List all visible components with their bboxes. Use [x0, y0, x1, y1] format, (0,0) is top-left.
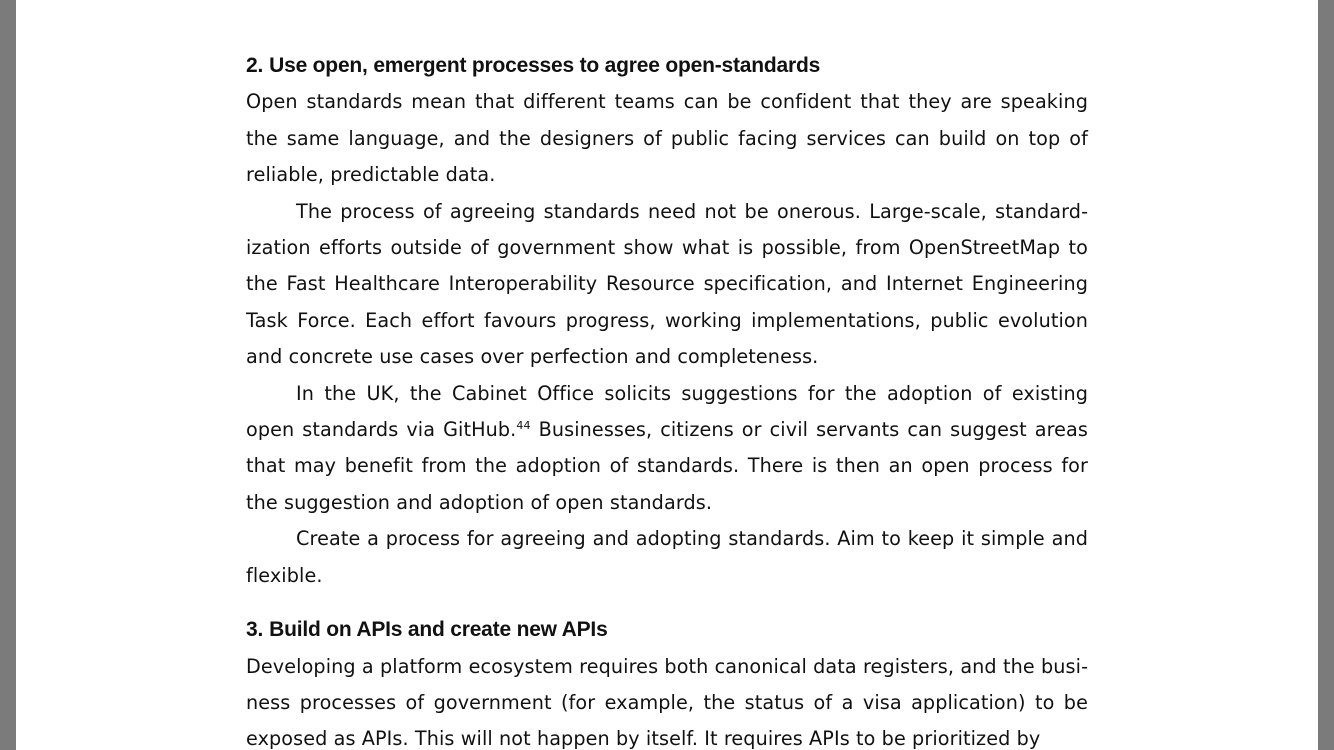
section-title: Build on APIs and create new APIs: [269, 618, 608, 642]
section-number: 3.: [246, 618, 264, 642]
paragraph: The process of agreeing standards need not be onerous. Large-scale, standardization efforts outside of government show what is possible, from OpenStreetMap to the Fast Healthcare Interoperability Resource specification, and Internet Engineering Task Force. Each effort favours progress, working implementations, public evolution and concrete use cases over perfection and completeness.: [246, 199, 1088, 369]
paragraph: Open standards mean that different teams can be confident that they are speaking the same language, and the designers of public facing services can build on top of reliable, predictable data.: [246, 90, 1088, 187]
paragraph: Create a process for agreeing and adopting standards. Aim to keep it simple and flexible.: [246, 527, 1088, 587]
section-title: Use open, emergent processes to agree open-standards: [269, 54, 821, 77]
section-number: 2.: [246, 54, 264, 77]
paragraph-text: Businesses, citizens or civil servants can suggest areas that may benefit from the adoption of standards. There is then an open process for the suggestion and adoption of open standards.: [246, 418, 1088, 514]
document-page: [16, 0, 1318, 750]
section-spacer: [246, 594, 1088, 612]
footnote-reference[interactable]: 44: [516, 419, 531, 433]
section-heading-2: [246, 48, 1088, 84]
paragraph: Developing a platform ecosystem requires both canonical data registers, and the business processes of government (for example, the status of a visa application) to be exposed as APIs. This will not happen by itself. It requires APIs to be prioritized by: [246, 654, 1088, 750]
page-content: [246, 48, 1088, 750]
paragraph-with-footnote: [246, 376, 1088, 522]
paragraph-text: In the UK, the Cabinet Office solicits suggestions for the adoption of existing open standards via GitHub.: [246, 381, 1088, 442]
section-heading-3: [246, 612, 1088, 648]
